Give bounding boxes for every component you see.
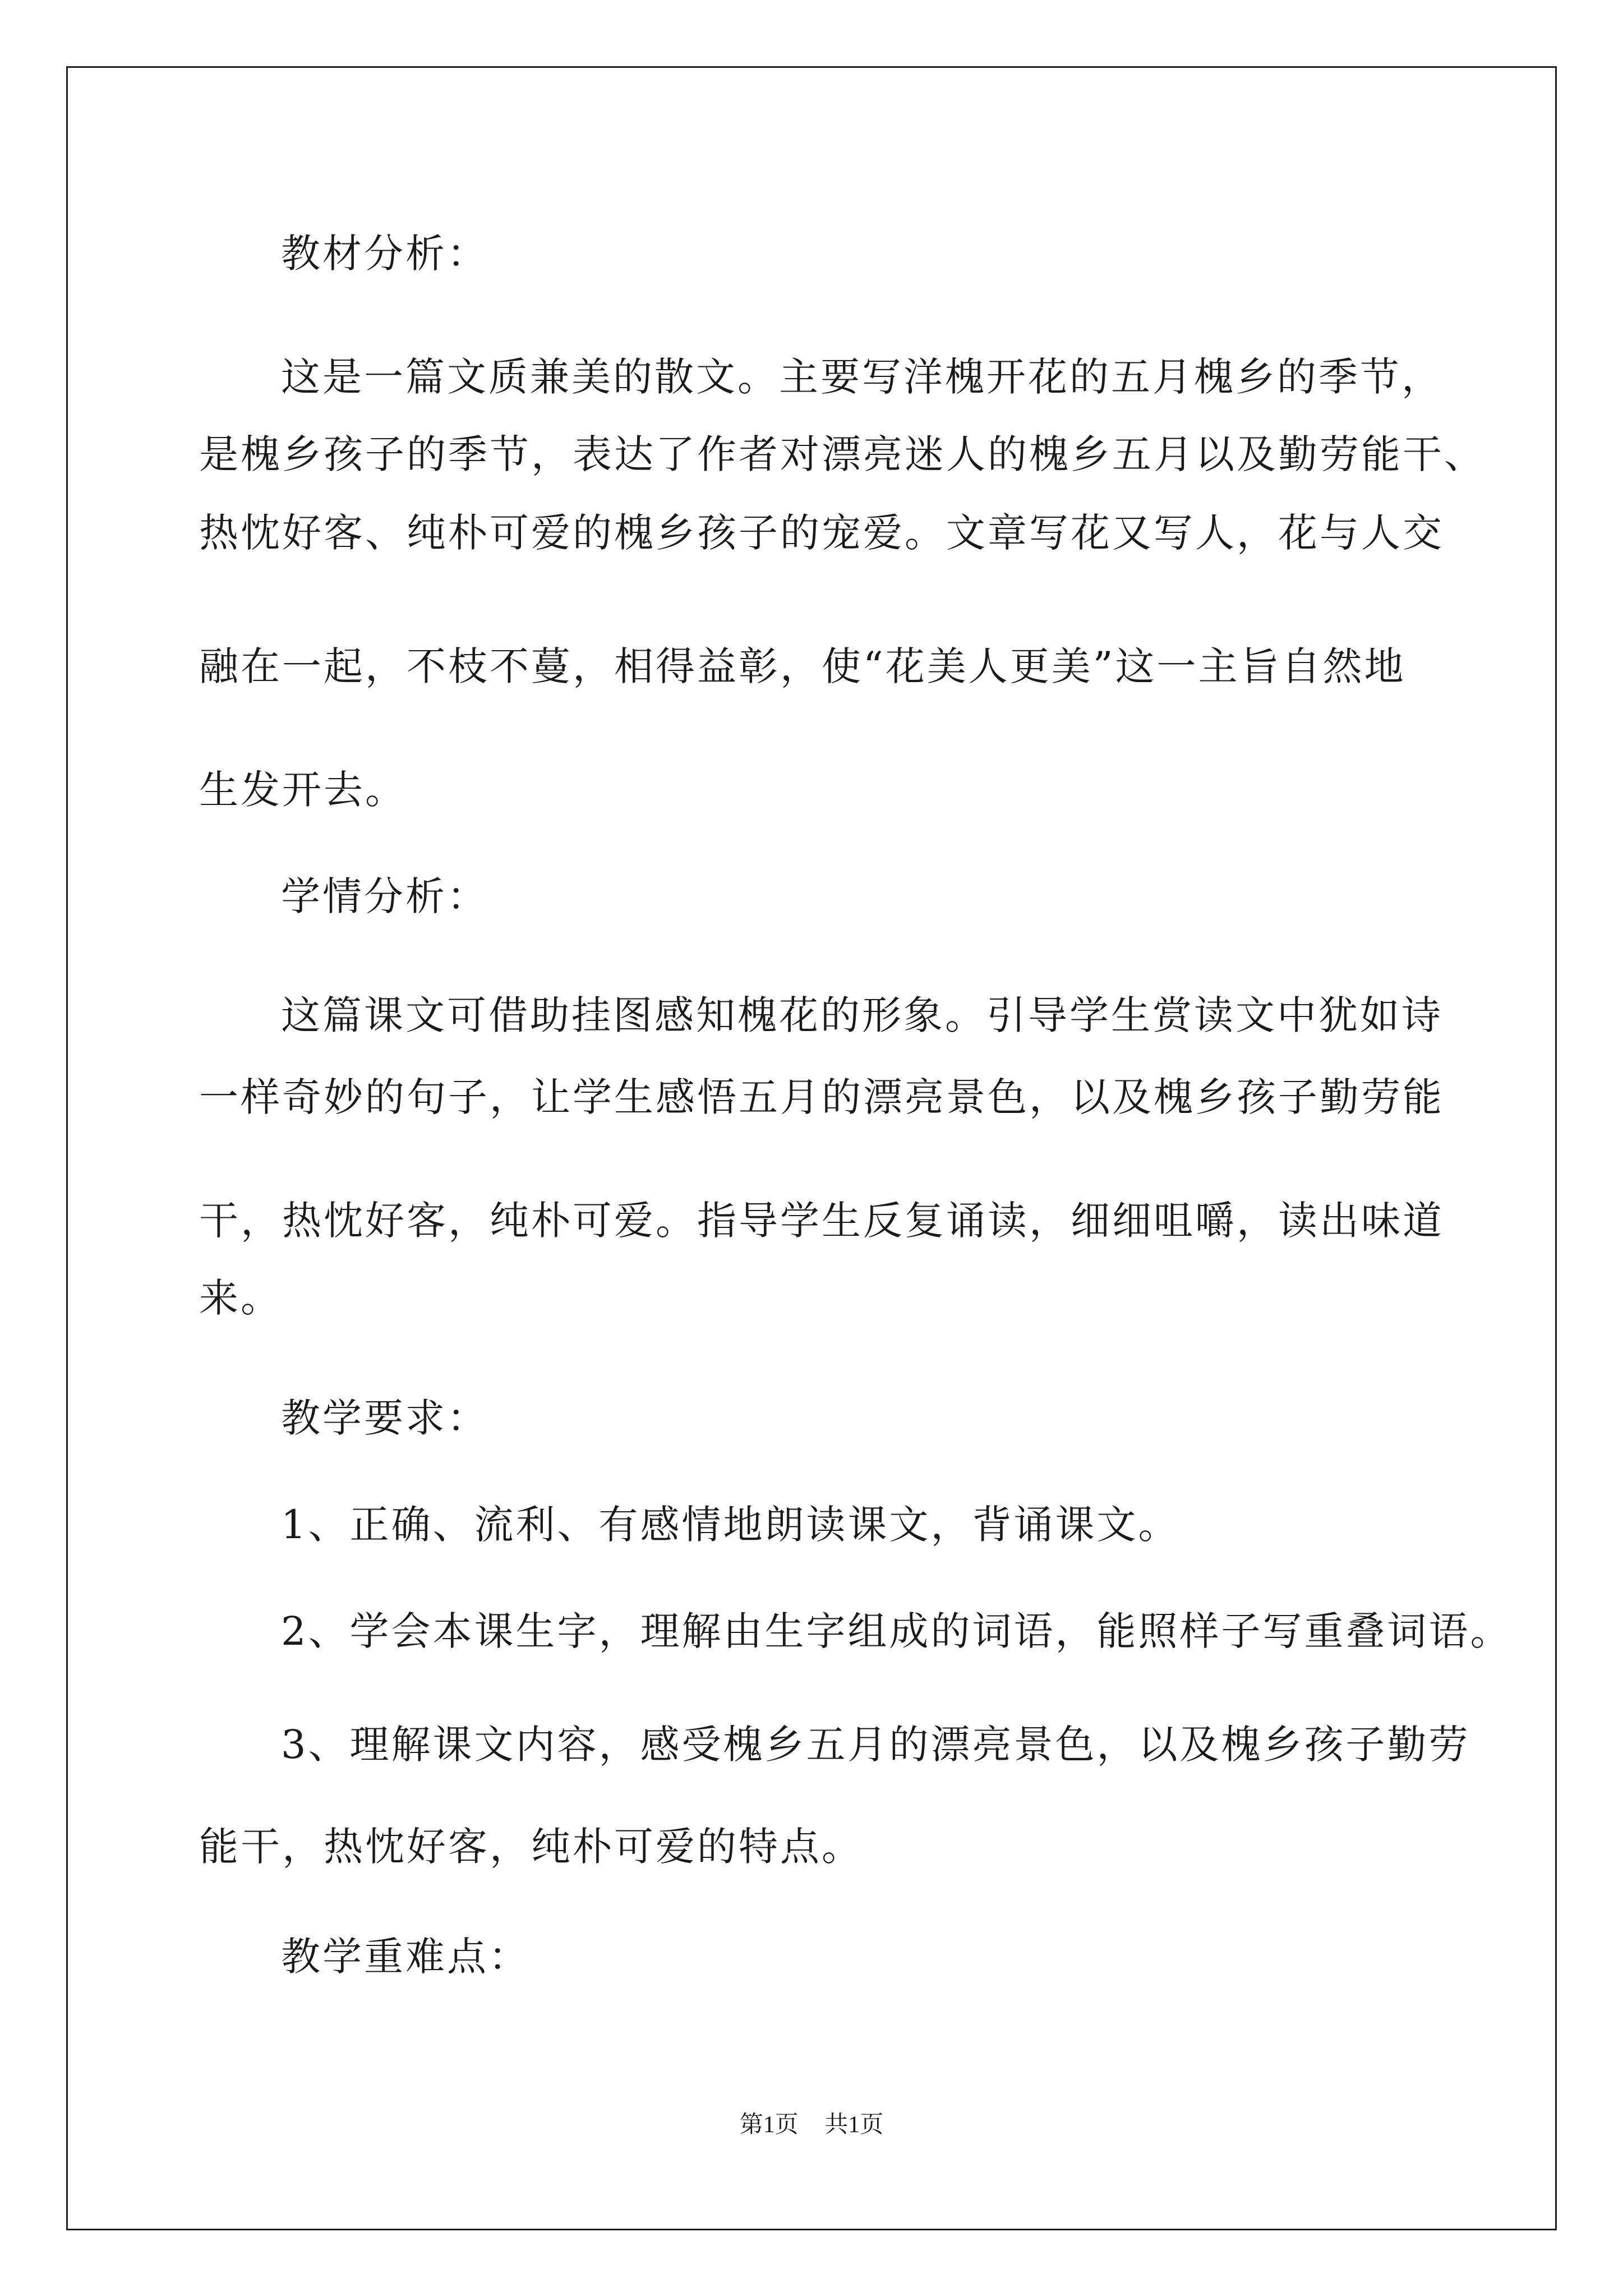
requirement-item-2: 2、学会本课生字，理解由生字组成的词语，能照样子写重叠词语。	[281, 1608, 1512, 1654]
paragraph-line: 一样奇妙的句子，让学生感悟五月的漂亮景色，以及槐乡孩子勤劳能	[199, 1074, 1444, 1120]
paragraph-line: 干，热忱好客，纯朴可爱。指导学生反复诵读，细细咀嚼，读出味道	[199, 1198, 1444, 1244]
page-total: 共1页	[824, 2112, 884, 2138]
paragraph-line: 是槐乡孩子的季节，表达了作者对漂亮迷人的槐乡五月以及勤劳能干、	[199, 431, 1486, 477]
paragraph-line: 能干，热忱好客，纯朴可爱的特点。	[199, 1824, 863, 1870]
page-footer	[0, 2108, 1623, 2142]
requirement-item-1: 1、正确、流利、有感情地朗读课文，背诵课文。	[281, 1502, 1180, 1548]
paragraph-line: 融在一起，不枝不蔓，相得益彰，使“花美人更美”这一主旨自然地	[199, 643, 1406, 689]
paragraph-line: 来。	[199, 1275, 282, 1321]
heading-teaching-requirements: 教学要求：	[281, 1395, 488, 1441]
paragraph-line: 这是一篇文质兼美的散文。主要写洋槐开花的五月槐乡的季节，	[281, 354, 1443, 400]
paragraph-line: 生发开去。	[199, 767, 407, 813]
heading-learning-analysis: 学情分析：	[281, 873, 488, 919]
requirement-item-3: 3、理解课文内容，感受槐乡五月的漂亮景色，以及槐乡孩子勤劳	[281, 1722, 1470, 1768]
paragraph-line: 热忱好客、纯朴可爱的槐乡孩子的宠爱。文章写花又写人，花与人交	[199, 510, 1444, 556]
paragraph-line: 这篇课文可借助挂图感知槐花的形象。引导学生赏读文中犹如诗	[281, 992, 1443, 1038]
heading-textbook-analysis: 教材分析：	[281, 231, 488, 277]
page-number: 第1页	[739, 2112, 799, 2138]
heading-key-difficulties: 教学重难点：	[281, 1934, 530, 1980]
